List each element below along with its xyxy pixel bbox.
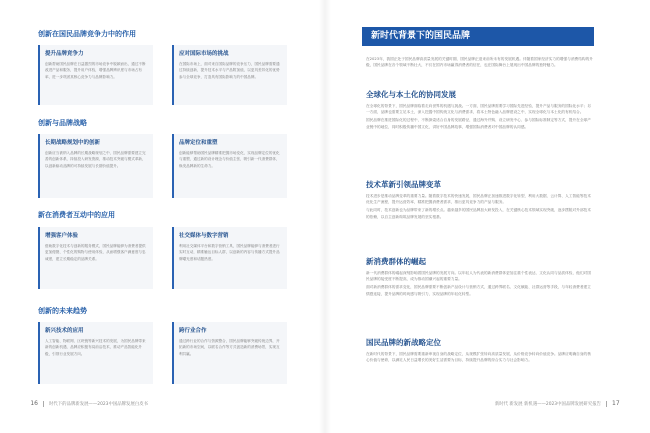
card-emerging-tech: [38, 322, 153, 384]
card-title: 品牌定位和重塑: [179, 140, 218, 146]
card-long-term-planning: [38, 134, 153, 198]
card-customer-experience: [38, 227, 153, 289]
card-body: 通过跨行业的合作与资源整合，国民品牌能够突破传统边界，开拓新的市场空间，以联名合作等方式创造新的消费场景，实现互利共赢。: [179, 339, 280, 356]
card-title: 提升品牌竞争力: [45, 51, 84, 57]
section-title: 新在消费者互动中的应用: [38, 211, 115, 219]
section-title: 创新在国民品牌竞争力中的作用: [38, 30, 136, 38]
paragraph: 在新时代的背景下，国民品牌需要重新审视自身的战略定位，从规模扩张转向高质量发展，从价格竞争转向价值竞争。品牌应明确自身的核心价值与使命，以满足人民日益增长的美好生活需要为目标，持续提升品牌的综合实力与社会影响力。: [366, 352, 591, 363]
footer-text: 时代下的品牌新发展——2023中国品牌发展白皮书: [49, 402, 148, 407]
paragraph: 国民品牌在推进国际化的过程中，不断探索适合自身的发展路径，通过海外并购、设立研发中心、参与国际标准制定等方式，提升在全球产业链中的地位，同时积极传播中国文化，讲好中国品牌故事，增强国际消费者对中国品牌的认同感。: [366, 118, 591, 129]
card-body: 创新能够帮助国民品牌精准把握市场变化，实现品牌定位的优化与重塑，通过新的设计理念与价值主张，吸引新一代消费群体，焕发品牌新的生命力。: [179, 151, 280, 168]
card-title: 跨行业合作: [179, 328, 207, 334]
card-title: 应对国际市场的挑战: [179, 51, 229, 57]
footer-text: 新时代 新发展 新机遇——2023中国品牌发展研究报告: [494, 402, 601, 407]
footer-divider: [606, 401, 607, 407]
card-brand-positioning: [172, 134, 287, 198]
section-new-consumers: [366, 256, 594, 299]
section-tech-innovation: [366, 179, 594, 222]
paragraph: 新一代消费群体的崛起深刻影响着国民品牌的发展方向。以年轻人为代表的新消费群体更加注重个性表达、文化认同与品质体验，他们对国民品牌的接受度不断提高，成为推动国潮兴起的重要力量。: [366, 271, 591, 282]
card-title: 社交媒体与数字营销: [179, 233, 229, 239]
card-international-challenges: [172, 45, 287, 105]
paragraph: 技术进步是推动品牌变革的重要力量。随着数字技术的快速发展，国民品牌正加速推进数字化转型，利用大数据、云计算、人工智能等技术优化生产流程，提升运营效率，精准把握消费者需求，推出更具竞争力的产品与服务。: [366, 194, 591, 205]
section-title: 全球化与本土化的协同发展: [366, 90, 456, 99]
footer-divider: [43, 401, 44, 407]
card-body: 创新应当被纳入品牌的长期战略规划之中，国民品牌需要建立完善的创新体系，持续投入研发资源，推动技术突破与模式革新，以创新驱动品牌的可持续发展与长期价值提升。: [45, 151, 146, 168]
card-title: 新兴技术的应用: [45, 328, 84, 334]
page-number: 17: [612, 400, 620, 407]
card-title: 增强客户体验: [45, 233, 79, 239]
card-body: 在国际市场上，面对来自国际品牌的竞争压力，国民品牌需要通过持续创新，提升技术水平与产品附加值，以更具差异化的优势参与全球竞争，打造具有国际影响力的中国品牌。: [179, 62, 280, 79]
page-title-banner: 新时代背景下的国民品牌: [362, 27, 594, 46]
card-title: 长期战略规划中的创新: [45, 140, 101, 146]
left-footer: [0, 398, 325, 410]
paragraph: 面对新消费群体的需求变化，国民品牌需要不断创新产品设计与营销方式，通过跨界联名、文化赋能、社群运营等手段，与年轻消费者建立情感连接，提升品牌的时尚感与吸引力，实现品牌的年轻化转型。: [366, 285, 591, 296]
section-globalization-localization: [366, 89, 594, 132]
paragraph: 在全球化的背景下，国民品牌面临着走向世界的机遇与挑战。一方面，国民品牌需要学习国际先进经验，提升产品与服务的国际化水平；另一方面，品牌也需要立足本土，深入挖掘中国传统文化与消费需求，将本土特色融入品牌建设之中，实现全球化与本土化的有机结合。: [366, 104, 591, 115]
paragraph: 与此同时，技术创新也为品牌带来了新的增长点。越来越多的国民品牌加大研发投入，在关键核心技术领域实现突破，逐步摆脱对外部技术的依赖，以自主创新构筑品牌发展的坚实根基。: [366, 208, 591, 219]
section-strategic-positioning: [366, 337, 594, 365]
page-number: 16: [30, 400, 38, 407]
card-cross-industry: [172, 322, 287, 384]
section-title: 创新的未来趋势: [38, 307, 87, 315]
right-footer: [325, 398, 650, 410]
section-title: 国民品牌的新战略定位: [366, 338, 441, 347]
section-title: 新消费群体的崛起: [366, 257, 426, 266]
card-body: 借助数字化技术与创新的服务模式，国民品牌能够为消费者提供更加便捷、个性化的购物与使用体验，从而增强客户满意度与忠诚度，建立长期稳定的品牌关系。: [45, 244, 146, 261]
card-brand-competitiveness: [38, 45, 153, 105]
section-title: 创新与品牌战略: [38, 119, 87, 127]
card-body: 人工智能、物联网、区块链等新兴技术的发展，为国民品牌带来新的创新机遇，品牌应积极布局前沿技术，推动产品智能化升级，引领行业发展方向。: [45, 339, 146, 356]
intro-paragraph: 在2023年，我国正处于国民品牌高质量发展的关键时期，国民品牌正迎来前所未有的发展机遇。伴随着国家经济实力的增强与消费结构的升级，国民品牌在各个领域不断壮大，不仅在国内市场赢得消费者的信任，也在国际舞台上展现出中国品牌的独特魅力。: [366, 57, 593, 68]
section-title: 技术革新引领品牌变革: [366, 180, 441, 189]
intro-block: [366, 56, 594, 70]
card-body: 创新帮助国民品牌在日益激烈的市场竞争中脱颖而出，通过不断改进产品和服务，提升用户体验，增强品牌辨识度与市场占有率，进一步巩固其核心竞争力与品牌影响力。: [45, 62, 146, 79]
card-social-digital-marketing: [172, 227, 287, 289]
card-body: 利用社交媒体平台和数字营销工具，国民品牌能够与消费者进行实时互动，精准触达目标人群，以创新的内容与传播方式提升品牌曝光度和话题热度。: [179, 244, 280, 261]
